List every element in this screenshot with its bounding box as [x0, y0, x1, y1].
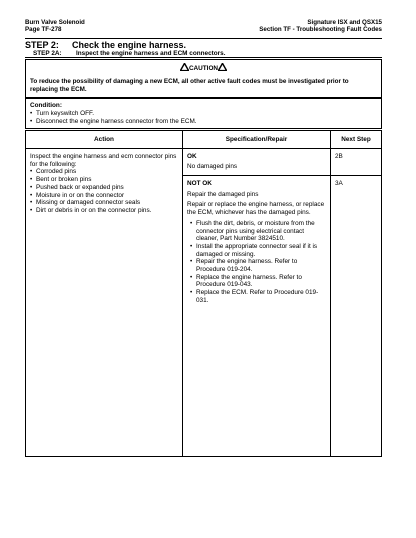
action-intro: Inspect the engine harness and ecm connector pins for the following: [30, 153, 177, 168]
action-item: • Missing or damaged connector seals [30, 199, 178, 207]
repair-step: • Install the appropriate connector seal if it is damaged or missing. [190, 243, 325, 258]
page-header-right [259, 19, 382, 34]
condition-title: Condition: [30, 102, 62, 109]
column-header-action: Action [94, 136, 114, 143]
not-ok-repair-summary: Repair the damaged pins [187, 190, 259, 198]
condition-list [30, 110, 197, 126]
page-header-left [25, 19, 85, 34]
header-divider [25, 38, 382, 39]
action-item: • Bent or broken pins [30, 176, 178, 184]
substep-title: Inspect the engine harness and ECM connectors. [76, 50, 226, 57]
repair-step: • Replace the ECM. Refer to Procedure 019-031. [190, 289, 325, 304]
step-divider [25, 57, 382, 58]
column-divider [330, 131, 331, 456]
caution-label: CAUTION [188, 65, 219, 72]
step-heading [25, 40, 186, 50]
condition-item: • Disconnect the engine harness connector from the ECM. [30, 118, 197, 126]
substep-number: STEP 2A: [33, 50, 62, 57]
action-item: • Pushed back or expanded pins [30, 184, 178, 192]
ok-cell [187, 153, 325, 170]
not-ok-label: NOT OK [187, 180, 212, 187]
not-ok-repair-steps [187, 220, 325, 305]
header-row-divider [26, 148, 381, 149]
procedure-table [25, 130, 382, 457]
column-header-next: Next Step [341, 136, 371, 143]
column-divider [182, 131, 183, 456]
step-title: Check the engine harness. [72, 40, 187, 50]
action-item: • Corroded pins [30, 168, 178, 176]
repair-step: • Repair the engine harness. Refer to Procedure 019-204. [190, 258, 325, 273]
action-item: • Moisture in or on the connector [30, 192, 178, 200]
action-item: • Dirt or debris in or on the connector pins. [30, 207, 178, 215]
caution-heading [26, 63, 381, 74]
header-engine-models: Signature ISX and QSX15 [307, 19, 382, 26]
header-section-title: Burn Valve Solenoid [25, 19, 85, 26]
repair-step: • Flush the dirt, debris, or moisture from the connector pins using electrical contact cleaner, Part Number 3824510. [190, 220, 325, 243]
step-number: STEP 2: [25, 40, 59, 50]
substep-heading [33, 50, 226, 57]
not-ok-cell [187, 180, 325, 305]
ok-text: No damaged pins [187, 162, 238, 170]
not-ok-repair-detail: Repair or replace the engine harness, or replace the ECM, whichever has the damaged pins. [187, 201, 325, 217]
result-row-divider [182, 175, 381, 176]
ok-label: OK [187, 153, 197, 160]
header-section-name: Section TF - Troubleshooting Fault Codes [259, 26, 382, 34]
condition-item: • Turn keyswitch OFF. [30, 110, 197, 118]
repair-step: • Replace the engine harness. Refer to Procedure 019-043. [190, 274, 325, 289]
caution-text: To reduce the possibility of damaging a new ECM, all other active fault codes must be investigated prior to replacing the ECM. [30, 78, 349, 94]
action-cell [30, 153, 178, 215]
condition-box [25, 98, 382, 129]
caution-box [25, 59, 382, 98]
action-checklist [30, 168, 178, 214]
warning-triangle-icon [180, 63, 189, 71]
warning-triangle-icon [218, 63, 227, 71]
header-page-number: Page TF-278 [25, 26, 62, 34]
ok-next-step: 2B [335, 153, 343, 160]
not-ok-next-step: 3A [335, 180, 343, 187]
column-header-spec: Specification/Repair [225, 136, 288, 143]
